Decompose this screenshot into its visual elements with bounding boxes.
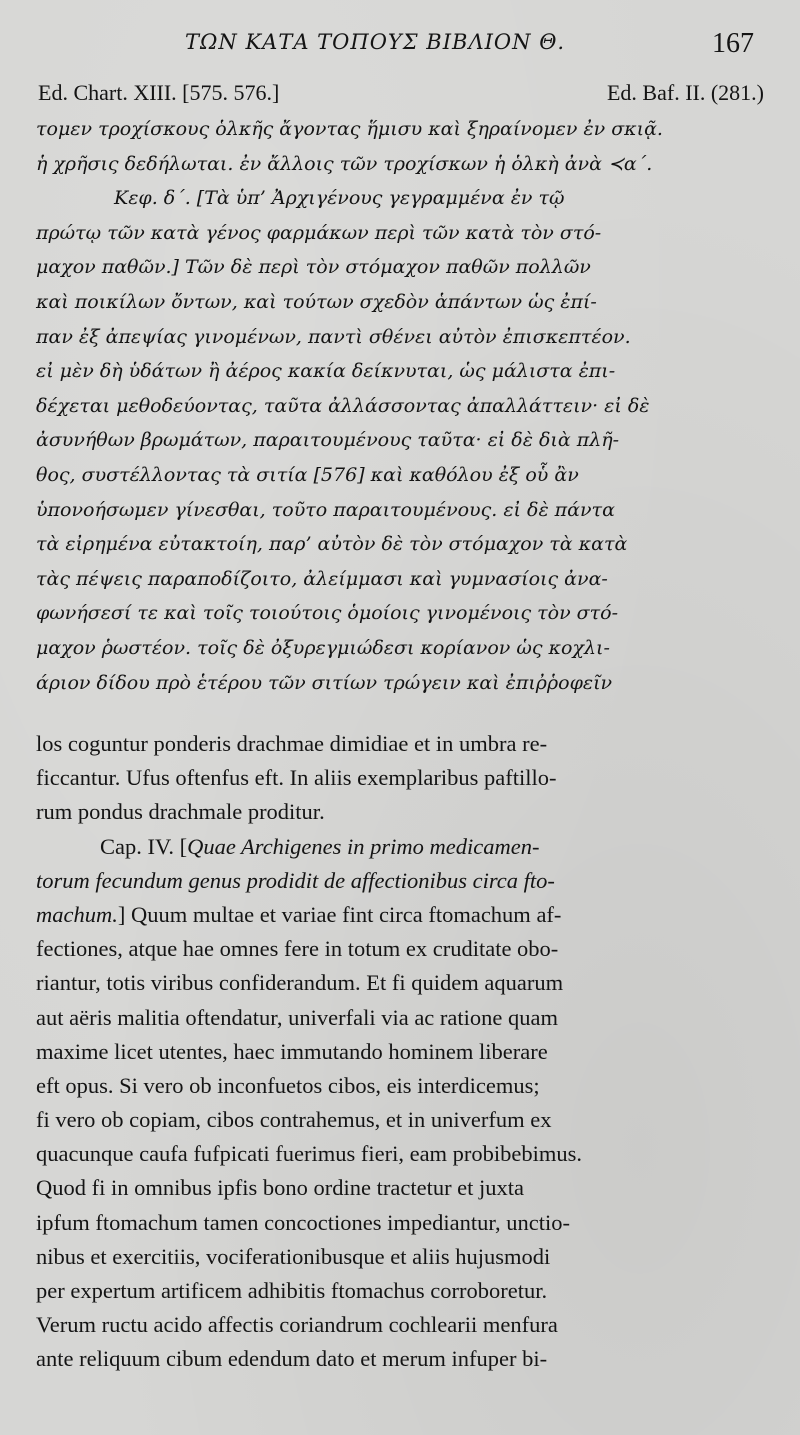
latin-line: riantur, totis viribus confiderandum. Et fi quidem aquarum bbox=[36, 970, 564, 996]
page-number: 167 bbox=[712, 28, 754, 59]
running-title: ΤΩΝ ΚΑΤΑ ΤΟΠΟΥΣ ΒΙΒΛΙΟΝ Θ. bbox=[185, 30, 566, 54]
latin-line: ipfum ftomachum tamen concoctiones impediantur, unctio- bbox=[36, 1209, 570, 1235]
greek-line: τομεν τροχίσκους ὁλκῆς ἄγοντας ἥμισυ καὶ ξηραίνομεν ἐν σκιᾷ. bbox=[36, 118, 663, 140]
latin-line: fi vero ob copiam, cibos contrahemus, et in univerfum ex bbox=[36, 1107, 552, 1133]
latin-line: rum pondus drachmale proditur. bbox=[36, 799, 325, 825]
greek-line: ἀσυνήθων βρωμάτων, παραιτουμένους ταῦτα· εἰ δὲ διὰ πλῆ- bbox=[36, 429, 620, 452]
latin-line: per expertum artificem adhibitis ftomachus corroboretur. bbox=[36, 1278, 548, 1303]
latin-line: ficcantur. Ufus oftenfus eft. In aliis exemplaribus paftillo- bbox=[36, 765, 557, 791]
latin-line: los coguntur ponderis drachmae dimidiae et in umbra re- bbox=[36, 731, 548, 756]
latin-line: ante reliquum cibum edendum dato et merum infuper bi- bbox=[36, 1346, 548, 1372]
greek-line: μαχον ῥωστέον. τοῖς δὲ ὀξυρεγμιώδεσι κορίανον ὡς κοχλι- bbox=[36, 636, 610, 659]
chapter-label: Cap. IV. [ bbox=[100, 833, 188, 859]
latin-line: Verum ructu acido affectis coriandrum cochlearii menfura bbox=[36, 1312, 558, 1338]
edition-reference-left: Ed. Chart. XIII. [575. 576.] bbox=[38, 80, 280, 105]
greek-line: πρώτῳ τῶν κατὰ γένος φαρμάκων περὶ τῶν κατὰ τὸν στό- bbox=[36, 221, 602, 244]
greek-line: θος, συστέλλοντας τὰ σιτία [576] καὶ καθόλου ἐξ οὗ ἂν bbox=[36, 463, 579, 486]
latin-line: quacunque caufa fufpicati fuerimus fieri, eam probibebimus. bbox=[36, 1141, 583, 1167]
latin-line: maxime licet utentes, haec immutando hominem liberare bbox=[36, 1038, 548, 1064]
greek-line: εἰ μὲν δὴ ὑδάτων ἢ ἀέρος κακία δείκνυται, ὡς μάλιστα ἐπι- bbox=[36, 360, 616, 383]
greek-line: ὑπονοήσωμεν γίνεσθαι, τοῦτο παραιτουμένους. εἰ δὲ πάντα bbox=[36, 498, 615, 521]
greek-line: ἡ χρῆσις δεδήλωται. ἐν ἄλλοις τῶν τροχίσκων ἡ ὁλκὴ ἀνὰ ≺α΄. bbox=[36, 152, 653, 175]
greek-line: άριον δίδου πρὸ ἑτέρου τῶν σιτίων τρώγειν καὶ ἐπιῤῥοφεῖν bbox=[36, 671, 613, 694]
greek-line: φωνήσεσί τε καὶ τοῖς τοιούτοις ὁμοίοις γινομένοις τὸν στό- bbox=[36, 602, 619, 625]
greek-line: παν ἐξ ἀπεψίας γινομένων, παντὶ σθένει αὐτὸν ἐπισκεπτέον. bbox=[36, 325, 631, 348]
latin-line: Quod fi in omnibus ipfis bono ordine tractetur et juxta bbox=[36, 1175, 525, 1201]
chapter-title: Quae Archigenes in primo medicamen- bbox=[187, 833, 540, 859]
greek-line: τὰς πέψεις παραποδίζοιτο, ἀλείμμασι καὶ γυμνασίοις ἀνα- bbox=[36, 567, 608, 590]
latin-line: eft opus. Si vero ob inconfuetos cibos, eis interdicemus; bbox=[36, 1072, 540, 1098]
edition-reference-right: Ed. Baf. II. (281.) bbox=[606, 80, 764, 105]
greek-line-chapter-start bbox=[36, 181, 766, 216]
chapter-title-continued: torum fecundum genus prodidit de affectionibus circa fto- bbox=[36, 867, 555, 893]
greek-line: δέχεται μεθοδεύοντας, ταῦτα ἀλλάσσοντας ἀπαλλάττειν· εἰ δὲ bbox=[36, 394, 650, 417]
latin-line: fectiones, atque hae omnes fere in totum ex cruditate obo- bbox=[36, 936, 559, 962]
greek-line: μαχον παθῶν.] Τῶν δὲ περὶ τὸν στόμαχον παθῶν πολλῶν bbox=[36, 256, 591, 279]
latin-line bbox=[36, 898, 766, 932]
greek-line: καὶ ποικίλων ὄντων, καὶ τούτων σχεδὸν ἁπάντων ὡς ἐπί- bbox=[36, 290, 597, 313]
latin-text-block bbox=[36, 727, 766, 1377]
greek-chapter-heading: Κεφ. δ΄. [Τὰ ὑπ’ Ἀρχιγένους γεγραμμένα ἐν τῷ bbox=[114, 187, 565, 210]
latin-line: aut aëris malitia oftendatur, univerfali via ac ratione quam bbox=[36, 1004, 559, 1030]
latin-line-chapter-start bbox=[36, 830, 766, 864]
latin-line: nibus et exercitiis, vociferationibusque et aliis hujusmodi bbox=[36, 1243, 551, 1269]
chapter-title-end: machum. bbox=[36, 901, 118, 927]
greek-text-block bbox=[36, 112, 766, 700]
latin-line-text: ] Quum multae et variae fint circa ftomachum af- bbox=[117, 901, 562, 927]
greek-line: τὰ εἰρημένα εὐτακτοίη, παρ’ αὐτὸν δὲ τὸν στόμαχον τὰ κατὰ bbox=[36, 533, 628, 556]
